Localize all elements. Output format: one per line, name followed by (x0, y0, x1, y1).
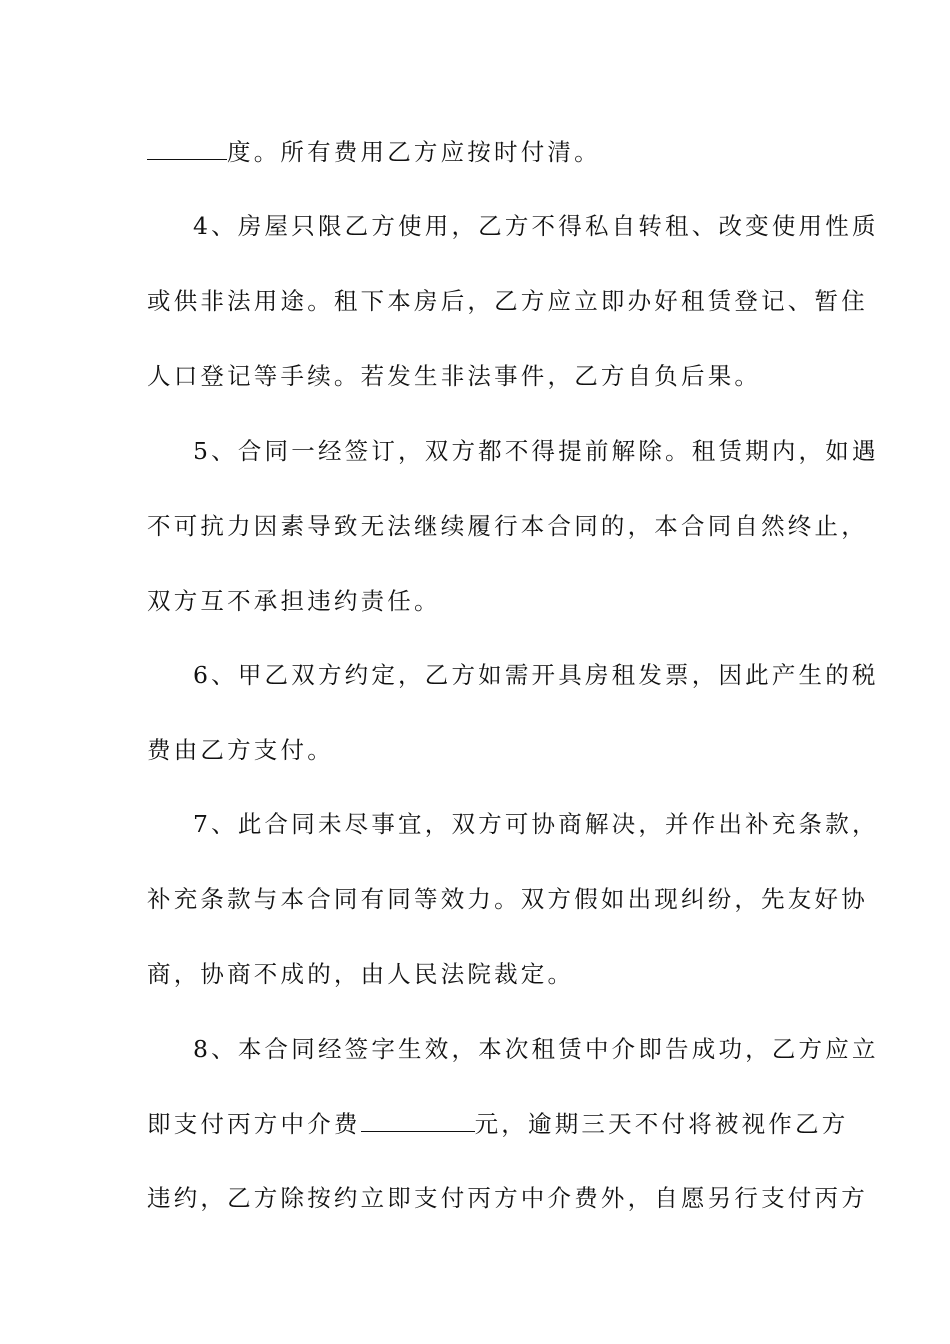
clause-5-line-3: 双方互不承担违约责任。 (147, 587, 441, 615)
text-segment: 即支付丙方中介费 (147, 1110, 361, 1138)
clause-7-line-1: 7、此合同未尽事宜，双方可协商解决，并作出补充条款， (193, 810, 879, 838)
clause-5-line-2: 不可抗力因素导致无法继续履行本合同的，本合同自然终止， (147, 512, 868, 540)
clause-8-line-1: 8、本合同经签字生效，本次租赁中介即告成功，乙方应立 (193, 1035, 879, 1063)
clause-4-line-1: 4、房屋只限乙方使用，乙方不得私自转租、改变使用性质 (193, 212, 879, 240)
clause-4-line-3: 人口登记等手续。若发生非法事件，乙方自负后果。 (147, 362, 762, 390)
fill-in-blank (361, 1109, 475, 1132)
clause-7-line-3: 商，协商不成的，由人民法院裁定。 (147, 960, 575, 988)
clause-8-line-3: 违约，乙方除按约立即支付丙方中介费外，自愿另行支付丙方 (147, 1184, 868, 1212)
fill-in-blank (147, 137, 227, 160)
clause-6-line-2: 费由乙方支付。 (147, 736, 334, 764)
text-segment: 元，逾期三天不付将被视作乙方 (474, 1110, 849, 1138)
clause-6-line-1: 6、甲乙双方约定，乙方如需开具房租发票，因此产生的税 (193, 661, 879, 689)
clause-8-line-2 (147, 1106, 848, 1142)
text-line-1 (147, 134, 601, 170)
clause-7-line-2: 补充条款与本合同有同等效力。双方假如出现纠纷，先友好协 (147, 885, 868, 913)
clause-5-line-1: 5、合同一经签订，双方都不得提前解除。租赁期内，如遇 (193, 437, 879, 465)
clause-4-line-2: 或供非法用途。租下本房后，乙方应立即办好租赁登记、暂住 (147, 287, 868, 315)
text-segment: 度。所有费用乙方应按时付清。 (227, 138, 601, 166)
